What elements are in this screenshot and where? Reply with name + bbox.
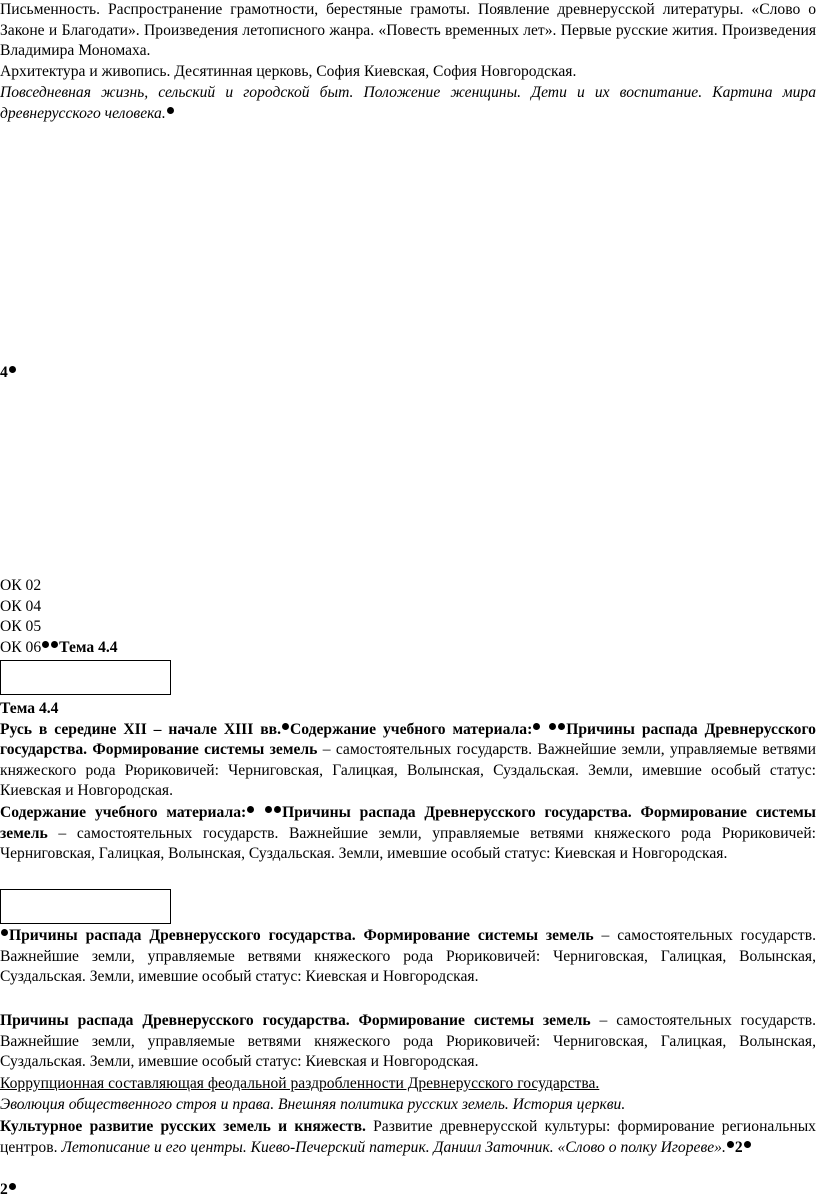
culture-title: Культурное развитие русских земель и княжеств. bbox=[0, 1118, 366, 1135]
bullet-icon bbox=[9, 366, 16, 373]
topic-block bbox=[0, 699, 816, 802]
culture-italic: Летописание и его центры. Киево-Печерский патерик. Даниил Заточник. «Слово о полку Игореве». bbox=[61, 1138, 726, 1156]
literature-paragraph: Письменность. Распространение грамотности, берестяные грамоты. Появление древнерусской литературы. «Слово о Законе и Благодати». Произведения летописного жанра. «Повесть временных лет». Первые русские жития. Произведения Владимира Мономаха. bbox=[0, 1, 816, 60]
culture-block bbox=[0, 1117, 816, 1158]
bullet-icon bbox=[558, 723, 565, 730]
competencies-list bbox=[0, 576, 816, 658]
evolution-line: Эволюция общественного строя и права. Внешняя политика русских земель. История церкви. bbox=[0, 1096, 626, 1113]
causes-text: – самостоятельных государств. Важнейшие земли, управляемые ветвями княжеского рода Рюриковичей: Черниговская, Галицкая, Волынская, Суздальская. Земли, имевшие особый статус: Киевская и Новгородская. bbox=[0, 741, 816, 800]
bullet-icon bbox=[265, 806, 272, 813]
hours-cell-1 bbox=[0, 363, 816, 384]
empty-table-cell bbox=[0, 660, 171, 695]
causes-text: – самостоятельных государств. Важнейшие земли, управляемые ветвями княжеского рода Рюриковичей: Черниговская, Галицкая, Волынская, Суздальская. Земли, имевшие особый статус: Киевская и Новгородская. bbox=[0, 824, 816, 863]
causes-title: Причины распада Древнерусского государства. Формирование системы земель bbox=[0, 1012, 591, 1029]
bullet-icon bbox=[274, 806, 281, 813]
culture-text: Развитие древнерусской культуры: формирование региональных центров. bbox=[0, 1118, 816, 1156]
daily-life-paragraph bbox=[0, 83, 816, 124]
causes-text: – самостоятельных государств. Важнейшие земли, управляемые ветвями княжеского рода Рюриковичей: Черниговская, Галицкая, Волынская, Суздальская. Земли, имевшие особый статус: Киевская и Новгородская. bbox=[0, 1012, 816, 1071]
causes-block bbox=[0, 926, 816, 988]
bullet-icon bbox=[282, 723, 289, 730]
competency-code: ОК 06 bbox=[0, 638, 42, 656]
bullet-icon bbox=[744, 1141, 751, 1148]
hours-cell-3 bbox=[0, 1180, 816, 1201]
hours-value: 2 bbox=[734, 1138, 743, 1156]
causes-title: Причины распада Древнерусского государства. Формирование системы земель bbox=[0, 804, 816, 842]
causes-block-2 bbox=[0, 1011, 816, 1073]
daily-life-text: Повседневная жизнь, сельский и городской быт. Положение женщины. Дети и их воспитание. Картина мира древнерусского человека. bbox=[0, 84, 816, 122]
bullet-icon bbox=[727, 1141, 734, 1148]
bullet-icon bbox=[9, 1183, 16, 1190]
topic-body bbox=[0, 720, 816, 802]
content-label: Содержание учебного материала: bbox=[0, 804, 247, 821]
bullet-icon bbox=[549, 723, 556, 730]
topic-name: Русь в середине XII – начале XIII вв. bbox=[0, 720, 281, 738]
causes-title: Причины распада Древнерусского государства. Формирование системы земель bbox=[0, 720, 816, 759]
architecture-paragraph: Архитектура и живопись. Десятинная церковь, София Киевская, София Новгородская. bbox=[0, 63, 577, 80]
bullet-icon bbox=[533, 723, 540, 730]
bullet-icon bbox=[247, 806, 254, 813]
hours-value: 2 bbox=[0, 1181, 8, 1198]
corruption-line: Коррупционная составляющая феодальной раздробленности Древнерусского государства. bbox=[0, 1075, 600, 1092]
bullet-icon bbox=[42, 641, 49, 648]
competency-row-last bbox=[0, 638, 816, 659]
causes-title: Причины распада Древнерусского государства. Формирование системы земель bbox=[9, 927, 594, 944]
topic-inline: Тема 4.4 bbox=[59, 638, 118, 656]
content-block bbox=[0, 803, 816, 865]
empty-table-cell bbox=[0, 889, 171, 924]
bullet-icon bbox=[167, 107, 174, 114]
competency-code: ОК 05 bbox=[0, 618, 42, 636]
content-label: Содержание учебного материала: bbox=[289, 720, 533, 738]
bullet-icon bbox=[51, 641, 58, 648]
bullet-icon bbox=[1, 929, 8, 936]
competency-code: ОК 04 bbox=[0, 597, 42, 615]
hours-value: 4 bbox=[0, 364, 8, 381]
causes-text: – самостоятельных государств. Важнейшие земли, управляемые ветвями княжеского рода Рюриковичей: Черниговская, Галицкая, Волынская, Суздальская. Земли, имевшие особый статус: Киевская и Новгородская. bbox=[0, 927, 816, 986]
competency-code: ОК 02 bbox=[0, 577, 42, 594]
topic-title: Тема 4.4 bbox=[0, 700, 59, 717]
